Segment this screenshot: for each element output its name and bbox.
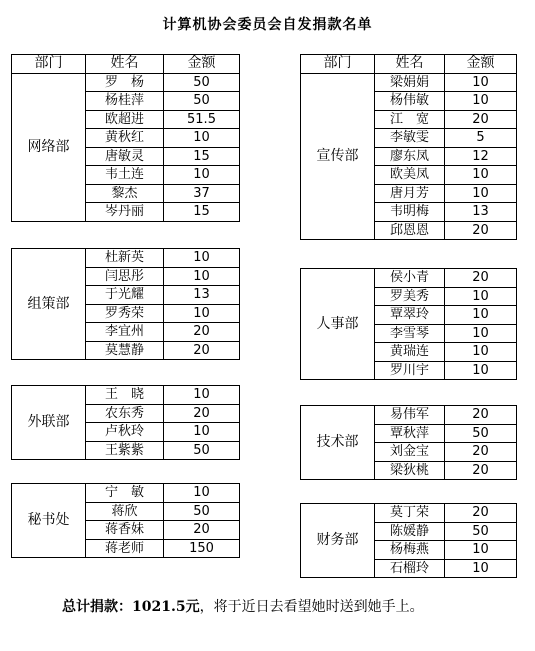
- header-amount: 金额: [445, 55, 517, 74]
- member-name: 蒋欣: [86, 502, 164, 521]
- table-row: [301, 73, 517, 92]
- member-amount: 50: [164, 92, 240, 111]
- member-name: 覃秋萍: [375, 424, 445, 443]
- member-amount: 10: [445, 306, 517, 325]
- dept-table-planning: [11, 248, 240, 360]
- dept-table-external: [11, 385, 240, 460]
- member-name: 易伟军: [375, 406, 445, 425]
- member-name: 石榴玲: [375, 559, 445, 578]
- member-name: 欧超进: [86, 110, 164, 129]
- table-row: [301, 406, 517, 425]
- member-name: 杨梅燕: [375, 541, 445, 560]
- member-amount: 50: [164, 502, 240, 521]
- member-amount: 10: [445, 559, 517, 578]
- member-name: 杨桂萍: [86, 92, 164, 111]
- member-name: 刘金宝: [375, 443, 445, 462]
- member-amount: 20: [164, 404, 240, 423]
- member-name: 王紫紫: [86, 441, 164, 460]
- member-name: 侯小青: [375, 269, 445, 288]
- member-amount: 10: [445, 287, 517, 306]
- table-header-row: [301, 55, 517, 74]
- member-name: 罗 杨: [86, 73, 164, 92]
- member-name: 唐月芳: [375, 184, 445, 203]
- member-amount: 13: [445, 203, 517, 222]
- member-name: 蒋香妹: [86, 521, 164, 540]
- member-amount: 10: [164, 386, 240, 405]
- member-name: 黄秋红: [86, 129, 164, 148]
- header-name: 姓名: [86, 55, 164, 74]
- member-name: 农东秀: [86, 404, 164, 423]
- dept-table-publicity: [300, 54, 517, 240]
- member-amount: 10: [445, 166, 517, 185]
- dept-table-tech: [300, 405, 517, 480]
- table-row: [12, 73, 240, 92]
- member-amount: 20: [445, 504, 517, 523]
- member-name: 欧美凤: [375, 166, 445, 185]
- member-amount: 10: [164, 423, 240, 442]
- member-name: 邱恩恩: [375, 221, 445, 240]
- member-name: 王 晓: [86, 386, 164, 405]
- member-amount: 15: [164, 147, 240, 166]
- dept-name: 秘书处: [12, 484, 86, 558]
- member-name: 莫丁荣: [375, 504, 445, 523]
- header-dept: 部门: [301, 55, 375, 74]
- member-name: 李雪琴: [375, 324, 445, 343]
- member-name: 杨伟敏: [375, 92, 445, 111]
- dept-table-secretariat: [11, 483, 240, 558]
- member-amount: 20: [164, 521, 240, 540]
- member-name: 覃翠玲: [375, 306, 445, 325]
- member-amount: 50: [164, 441, 240, 460]
- member-name: 唐敏灵: [86, 147, 164, 166]
- header-name: 姓名: [375, 55, 445, 74]
- dept-name: 宣传部: [301, 73, 375, 240]
- dept-table-finance: [300, 503, 517, 578]
- member-name: 罗美秀: [375, 287, 445, 306]
- member-amount: 20: [164, 323, 240, 342]
- member-amount: 37: [164, 184, 240, 203]
- member-name: 莫慧静: [86, 341, 164, 360]
- table-row: [12, 386, 240, 405]
- member-amount: 150: [164, 539, 240, 558]
- member-name: 岑丹丽: [86, 203, 164, 222]
- total-summary: [62, 596, 424, 616]
- member-amount: 10: [445, 92, 517, 111]
- member-amount: 15: [164, 203, 240, 222]
- header-amount: 金额: [164, 55, 240, 74]
- table-row: [12, 249, 240, 268]
- member-name: 江 宽: [375, 110, 445, 129]
- member-name: 廖东凤: [375, 147, 445, 166]
- member-amount: 20: [445, 443, 517, 462]
- member-amount: 50: [445, 522, 517, 541]
- member-name: 梁狄桃: [375, 461, 445, 480]
- table-header-row: [12, 55, 240, 74]
- member-name: 韦明梅: [375, 203, 445, 222]
- member-amount: 20: [445, 461, 517, 480]
- member-amount: 10: [164, 249, 240, 268]
- member-amount: 10: [445, 541, 517, 560]
- dept-name: 外联部: [12, 386, 86, 460]
- page-title: 计算机协会委员会自发捐款名单: [162, 17, 373, 33]
- member-amount: 10: [445, 361, 517, 380]
- member-amount: 10: [445, 324, 517, 343]
- member-amount: 10: [445, 343, 517, 362]
- member-name: 罗川宇: [375, 361, 445, 380]
- member-name: 罗秀荣: [86, 304, 164, 323]
- member-amount: 20: [445, 269, 517, 288]
- dept-name: 财务部: [301, 504, 375, 578]
- member-name: 闫思彤: [86, 267, 164, 286]
- member-name: 黎杰: [86, 184, 164, 203]
- total-note: ，将于近日去看望她时送到她手上。: [199, 599, 424, 615]
- table-row: [301, 504, 517, 523]
- member-amount: 10: [445, 73, 517, 92]
- member-amount: 10: [164, 484, 240, 503]
- member-name: 韦土连: [86, 166, 164, 185]
- member-amount: 20: [164, 341, 240, 360]
- total-label: 总计捐款：: [62, 599, 132, 615]
- member-amount: 51.5: [164, 110, 240, 129]
- dept-table-network: [11, 54, 240, 222]
- member-name: 李敏雯: [375, 129, 445, 148]
- member-name: 杜新英: [86, 249, 164, 268]
- member-name: 卢秋玲: [86, 423, 164, 442]
- member-amount: 50: [164, 73, 240, 92]
- member-amount: 10: [164, 129, 240, 148]
- member-amount: 20: [445, 110, 517, 129]
- dept-name: 技术部: [301, 406, 375, 480]
- dept-name: 网络部: [12, 73, 86, 221]
- dept-table-personnel: [300, 268, 517, 380]
- member-amount: 12: [445, 147, 517, 166]
- member-amount: 10: [445, 184, 517, 203]
- header-dept: 部门: [12, 55, 86, 74]
- member-amount: 20: [445, 406, 517, 425]
- member-amount: 20: [445, 221, 517, 240]
- member-name: 陈媛静: [375, 522, 445, 541]
- member-amount: 5: [445, 129, 517, 148]
- member-amount: 13: [164, 286, 240, 305]
- dept-name: 人事部: [301, 269, 375, 380]
- table-row: [301, 269, 517, 288]
- member-amount: 10: [164, 304, 240, 323]
- dept-name: 组策部: [12, 249, 86, 360]
- member-amount: 10: [164, 166, 240, 185]
- member-name: 蒋老师: [86, 539, 164, 558]
- member-amount: 10: [164, 267, 240, 286]
- member-name: 黄瑞连: [375, 343, 445, 362]
- member-name: 宁 敏: [86, 484, 164, 503]
- member-name: 于光耀: [86, 286, 164, 305]
- member-amount: 50: [445, 424, 517, 443]
- total-amount: 1021.5元: [132, 599, 200, 615]
- member-name: 梁娟娟: [375, 73, 445, 92]
- member-name: 李宜州: [86, 323, 164, 342]
- table-row: [12, 484, 240, 503]
